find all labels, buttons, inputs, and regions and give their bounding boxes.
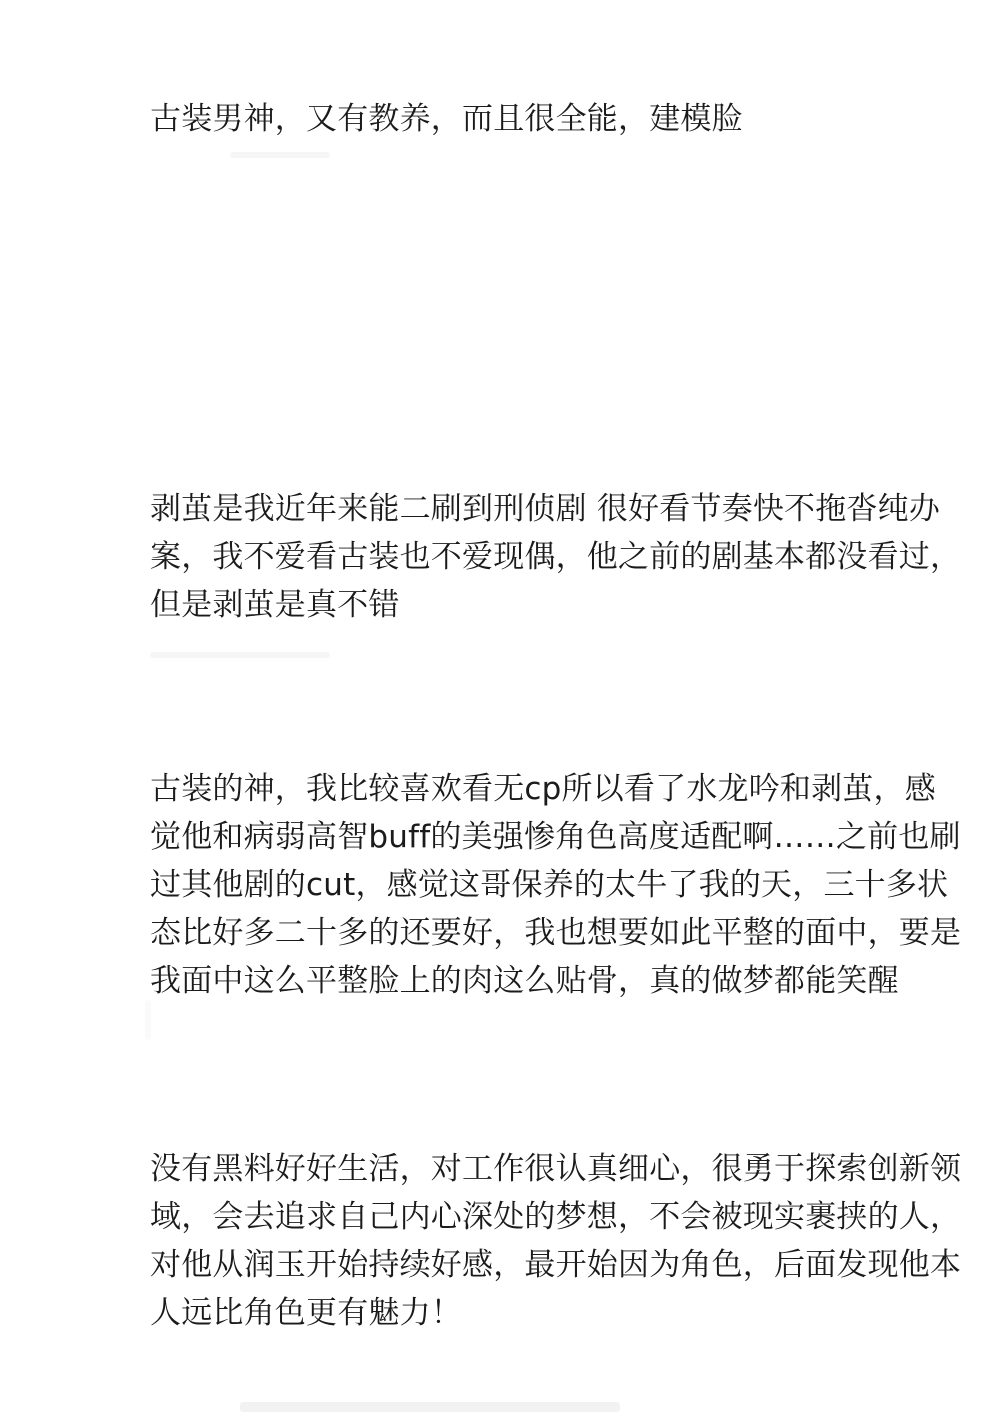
scan-smudge [145,1000,151,1040]
scan-smudge [240,1402,620,1412]
comment-paragraph-2: 剥茧是我近年来能二刷到刑侦剧 很好看节奏快不拖沓纯办案，我不爱看古装也不爱现偶，他之前的剧基本都没看过，但是剥茧是真不错 [150,491,962,623]
comment-paragraph-4: 没有黑料好好生活，对工作很认真细心，很勇于探索创新领域，会去追求自己内心深处的梦想，不会被现实裹挟的人，对他从润玉开始持续好感，最开始因为角色，后面发现他本人远比角色更有魅力！ [150,1151,962,1331]
comment-paragraph-3: 古装的神，我比较喜欢看无cp所以看了水龙吟和剥茧，感觉他和病弱高智buff的美强惨角色高度适配啊……之前也刷过其他剧的cut，感觉这哥保养的太牛了我的天，三十多状态比好多二十多的还要好，我也想要如此平整的面中，要是我面中这么平整脸上的肉这么贴骨，真的做梦都能笑醒 [150,771,962,999]
scan-smudge [150,652,330,658]
scan-smudge [230,152,330,158]
comment-paragraph-1: 古装男神，又有教养，而且很全能，建模脸 [150,101,743,137]
